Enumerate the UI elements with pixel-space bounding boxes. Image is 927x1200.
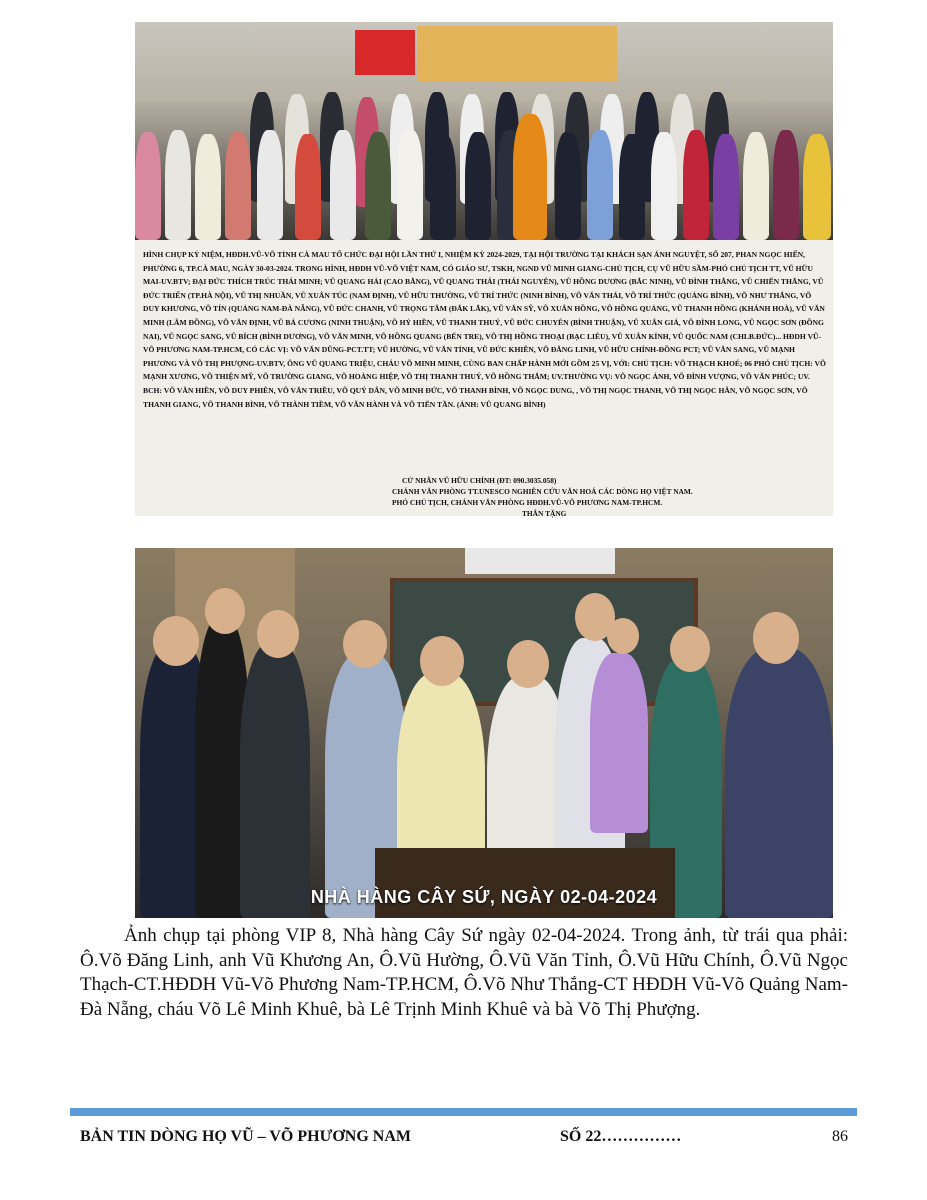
person-figure [135,132,161,240]
person-figure [725,648,833,918]
person-figure [743,132,769,240]
signature-line: CỬ NHÂN VŨ HỮU CHÍNH (ĐT: 090.3035.058) [402,476,557,485]
person-figure [397,130,423,240]
person-figure [555,132,581,240]
air-conditioner [465,548,615,574]
person-head [153,616,199,666]
signature-line: CHÁNH VĂN PHÒNG TT.UNESCO NGHIÊN CỨU VĂN HOÁ CÁC DÒNG HỌ VIỆT NAM. [392,487,693,496]
photo-caption-text: HÌNH CHỤP KỶ NIỆM, HĐDH.VŨ-VÕ TỈNH CÀ MAU TỔ CHỨC ĐẠI HỘI LẦN THỨ I, NHIỆM KỲ 2024-2029, TẠI HỘI TRƯỜNG TẠI KHÁCH SẠN ÁNH NGUYỆT, SỐ 207, PHAN NGỌC HIỂN, PHƯỜNG 6, TP.CÀ MAU, NGÀY 30-03-2024. TRONG HÌNH, HĐDH VŨ-VÕ VIỆT NAM, CÓ GIÁO SƯ, TSKH, NGND VŨ MINH GIANG-CHỦ TỊCH, CỤ VŨ HỮU SẦM-PHÓ CHỦ TỊCH TT, VŨ HỮU MAI-UV.BTV; ĐẠI ĐỨC THÍCH TRÚC THÁI MINH; VŨ QUANG HẢI (CAO BẰNG), VŨ QUANG THÁI (THÁI NGUYÊN), VŨ HỒNG DƯƠNG (BẮC NINH), VŨ ĐÌNH THẮNG, VŨ CHIẾN THẮNG, VŨ ĐỨC TRIỂN (TP.HÀ NỘI), VŨ THỊ NHUẦN, VŨ XUÂN TÚC (NAM ĐỊNH), VŨ HỮU THƯỜNG, VŨ TRÍ THỨC (NINH BÌNH), VÕ VĂN THÁI, VÕ TRÍ THỨC (QUẢNG BÌNH), VÕ NHƯ THẮNG, VÕ DUY KHƯƠNG, VÕ TÍN (QUẢNG NAM-ĐÀ NẴNG), VŨ ĐỨC CHANH, VŨ TRỌNG TÂM (ĐẮK LẮK), VŨ VĂN SỸ, VÕ XUÂN HỒNG, VÕ HỒNG QUẢNG, VŨ THANH HỒNG (KHÁNH HOÀ), VŨ VĂN MINH (LÂM ĐỒNG), VÕ VĂN ĐỊNH, VŨ BÁ CƯƠNG (NINH THUẬN), VÕ HỶ HIỀN, VŨ THANH THUÝ, VŨ ĐỨC CHUYÊN (BÌNH THUẬN), VŨ XUÂN GIÁ, VÕ ĐÌNH LONG, VŨ NGỌC SƠN (ĐỒNG NAI), VŨ NGỌC SANG, VŨ BÍCH (BÌNH DƯƠNG), VÕ VĂN MINH, VÕ HỒNG QUANG (BẾN TRE), VÕ THỊ HỒNG THOẠI (BẠC LIÊU), VŨ XUÂN KÍNH, VŨ QUỐC NAM (CHLB.ĐỨC)... HĐDH VŨ-VÕ PHƯƠNG NAM-TP.HCM, CÓ CÁC VỊ: VÕ VĂN DŨNG-PCT.TT; VŨ HƯỜNG, VŨ VĂN TỈNH, VŨ ĐỨC KHIÊN, VÕ ĐĂNG LINH, VŨ HỮU CHÍNH-ĐỒNG PCT; VŨ VĂN SANG, VŨ MẠNH PHƯƠNG VÀ VÕ THỊ PHƯỢNG-UV.BTV, ÔNG VŨ QUANG TRIỆU, CHÁU VÕ MINH MINH, CÙNG BAN CHẤP HÀNH MỚI GỒM 25 VỊ, VỚI: CHỦ TỊCH: VÕ THẠCH KHOÉ; 06 PHÓ CHỦ TỊCH: VÕ MẠNH XƯƠNG, VÕ THIỆN MỸ, VÕ TRƯỜNG GIANG, VÕ HOÀNG HIỆP, VÕ THỊ THANH THUÝ, VÕ HỒNG THẮM; UV.THƯỜNG VỤ: VÕ NGỌC ẢNH, VÕ ĐÌNH VƯỢNG, VÕ VĂN PHÚC; UV. BCH: VÕ VĂN HIỀN, VÕ DUY PHIÊN, VÕ VĂN TRIỀU, VÕ QUÝ DÂN, VÕ MINH ĐỨC, VÕ THANH BÌNH, VÕ NGỌC DUNG, , VÕ THỊ NGỌC THANH, VÕ THỊ NGỌC HÂN, VÕ NGỌC SƠN, VÕ THANH GIANG, VÕ THANH BÌNH, VÕ THÀNH TIỀM, VÕ VĂN HÀNH VÀ VÕ TIẾN TẦN. (ẢNH: VŨ QUANG BÌNH) [143,250,826,409]
person-figure [295,134,321,240]
page-footer [80,1128,848,1150]
person-head [607,618,639,654]
person-figure [803,134,831,240]
group-photo-restaurant [135,548,833,918]
person-figure [240,643,310,918]
person-figure [257,130,283,240]
monk-figure [513,114,547,240]
person-figure [619,134,645,240]
person-figure [773,130,799,240]
person-figure [165,130,191,240]
group-photo-conference [135,22,833,240]
person-head [420,636,464,686]
body-paragraph: Ảnh chụp tại phòng VIP 8, Nhà hàng Cây Sứ ngày 02-04-2024. Trong ảnh, từ trái qua phải: Ô.Võ Đăng Linh, anh Vũ Khương An, Ô.Vũ Hường, Ô.Vũ Văn Tỉnh, Ô.Vũ Hữu Chính, Ô.Vũ Ngọc Thạch-CT.HĐDH Vũ-Võ Phương Nam-TP.HCM, Ô.Võ Như Thắng-CT HĐDH Vũ-Võ Quảng Nam-Đà Nẵng, cháu Võ Lê Minh Khuê, bà Lê Trịnh Minh Khuê và bà Võ Thị Phượng. [80,925,848,1020]
flag-banner [355,30,415,75]
person-figure [587,130,613,240]
signature-line: PHÓ CHỦ TỊCH, CHÁNH VĂN PHÒNG HĐDH.VŨ-VÕ PHƯƠNG NAM-TP.HCM. [392,498,663,507]
person-figure [330,130,356,240]
signature-line: THÂN TẶNG [522,509,567,518]
person-figure [713,134,739,240]
person-head [343,620,387,668]
person-head [257,610,299,658]
issue-number: SỐ 22…………… [560,1128,682,1145]
person-figure [365,132,391,240]
person-figure [225,132,251,240]
photo-overlay-caption: NHÀ HÀNG CÂY SỨ, NGÀY 02-04-2024 [310,887,658,907]
person-head [753,612,799,664]
person-head [205,588,245,634]
person-figure [430,134,456,240]
person-figure [651,132,677,240]
signature-block [392,475,812,519]
person-figure [195,134,221,240]
footer-divider [70,1108,857,1116]
person-figure [683,130,709,240]
person-head [507,640,549,688]
person-figure [465,132,491,240]
page-number: 86 [832,1128,848,1145]
publication-title: BẢN TIN DÒNG HỌ VŨ – VÕ PHƯƠNG NAM [80,1128,411,1145]
stage-banner [417,26,617,81]
person-head [670,626,710,672]
child-figure [590,653,648,833]
